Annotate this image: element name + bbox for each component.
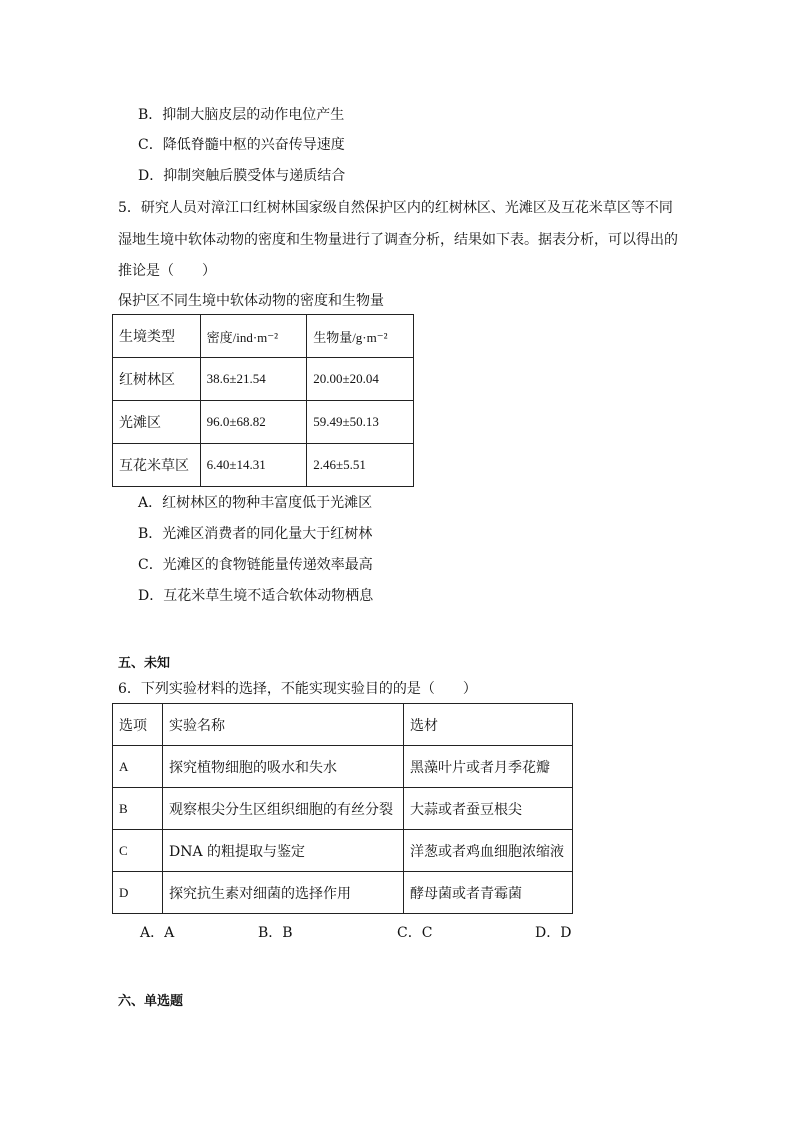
table-cell: 黑藻叶片或者月季花瓣 — [404, 746, 573, 788]
q5-stem-line-1: 5．研究人员对漳江口红树林国家级自然保护区内的红树林区、光滩区及互花米草区等不同 — [118, 200, 673, 216]
header-cell: 生物量/g·m⁻² — [307, 315, 414, 358]
header-cell: 选材 — [404, 704, 573, 746]
q4-option-b: B．抑制大脑皮层的动作电位产生 — [138, 107, 345, 123]
table-cell: B — [113, 788, 163, 830]
q6-choice-a: A．A — [140, 925, 175, 941]
table-row — [113, 746, 573, 788]
table-row — [113, 872, 573, 914]
table-cell: A — [113, 746, 163, 788]
header-cell: 密度/ind·m⁻² — [200, 315, 307, 358]
table-row — [113, 444, 414, 487]
table-row — [113, 358, 414, 401]
table-cell: 20.00±20.04 — [307, 358, 414, 401]
table-row — [113, 830, 573, 872]
section-six-title: 六、单选题 — [118, 994, 184, 1009]
q6-stem: 6．下列实验材料的选择，不能实现实验目的的是（ ） — [118, 681, 477, 697]
q6-materials-table — [112, 703, 573, 914]
table-row — [113, 788, 573, 830]
q4-option-d: D．抑制突触后膜受体与递质结合 — [138, 168, 346, 184]
table-cell: 洋葱或者鸡血细胞浓缩液 — [404, 830, 573, 872]
table-row — [113, 401, 414, 444]
table-cell: C — [113, 830, 163, 872]
q5-stem-line-2: 湿地生境中软体动物的密度和生物量进行了调查分析，结果如下表。据表分析，可以得出的 — [118, 232, 678, 248]
header-cell: 生境类型 — [113, 315, 201, 358]
table-cell: 酵母菌或者青霉菌 — [404, 872, 573, 914]
section-five-title: 五、未知 — [118, 656, 171, 671]
q5-option-a: A．红树林区的物种丰富度低于光滩区 — [138, 495, 373, 511]
q6-choice-d: D．D — [535, 925, 572, 941]
header-cell: 实验名称 — [163, 704, 404, 746]
table-cell: 探究抗生素对细菌的选择作用 — [163, 872, 404, 914]
q5-option-d: D．互花米草生境不适合软体动物栖息 — [138, 588, 374, 604]
q5-data-table — [112, 314, 414, 487]
table-cell: 互花米草区 — [113, 444, 201, 487]
q6-choices — [0, 922, 794, 942]
q5-stem-line-3: 推论是（ ） — [118, 263, 216, 279]
table-cell: 38.6±21.54 — [200, 358, 307, 401]
table-cell: 光滩区 — [113, 401, 201, 444]
table-cell: D — [113, 872, 163, 914]
q4-option-c: C．降低脊髓中枢的兴奋传导速度 — [138, 137, 345, 153]
q5-option-c: C．光滩区的食物链能量传递效率最高 — [138, 557, 373, 573]
table-cell: DNA 的粗提取与鉴定 — [163, 830, 404, 872]
q6-choice-b: B．B — [258, 925, 293, 941]
table-cell: 红树林区 — [113, 358, 201, 401]
table-cell: 59.49±50.13 — [307, 401, 414, 444]
q5-table-caption: 保护区不同生境中软体动物的密度和生物量 — [118, 293, 384, 309]
table-cell: 观察根尖分生区组织细胞的有丝分裂 — [163, 788, 404, 830]
table-cell: 6.40±14.31 — [200, 444, 307, 487]
table-cell: 96.0±68.82 — [200, 401, 307, 444]
table-header-row — [113, 704, 573, 746]
q5-option-b: B．光滩区消费者的同化量大于红树林 — [138, 526, 373, 542]
header-cell: 选项 — [113, 704, 163, 746]
table-cell: 探究植物细胞的吸水和失水 — [163, 746, 404, 788]
table-cell: 2.46±5.51 — [307, 444, 414, 487]
table-cell: 大蒜或者蚕豆根尖 — [404, 788, 573, 830]
table-header-row — [113, 315, 414, 358]
q6-choice-c: C．C — [397, 925, 433, 941]
